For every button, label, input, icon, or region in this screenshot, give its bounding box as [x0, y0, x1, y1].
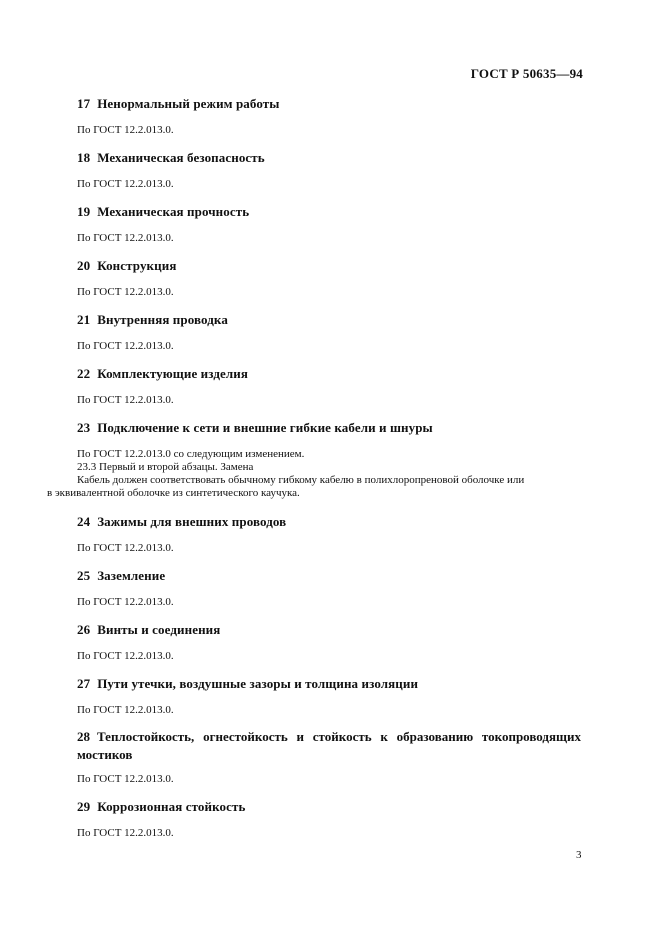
section-text: По ГОСТ 12.2.013.0 со следующим изменением.	[77, 448, 305, 460]
section-text: По ГОСТ 12.2.013.0.	[77, 542, 174, 554]
section-text: По ГОСТ 12.2.013.0.	[77, 286, 174, 298]
section-heading	[77, 312, 228, 328]
page-number: 3	[576, 849, 582, 861]
section-heading	[77, 799, 245, 815]
section-text: По ГОСТ 12.2.013.0.	[77, 650, 174, 662]
section-heading	[77, 258, 176, 274]
section-number: 25	[77, 568, 91, 583]
replacement-text-line: в эквивалентной оболочке из синтетического каучука.	[47, 487, 300, 499]
section-heading	[77, 420, 433, 436]
section-number: 23	[77, 420, 91, 435]
section-text: По ГОСТ 12.2.013.0.	[77, 704, 174, 716]
section-heading	[77, 366, 248, 382]
section-text: По ГОСТ 12.2.013.0.	[77, 124, 174, 136]
section-heading	[77, 150, 265, 166]
section-text: По ГОСТ 12.2.013.0.	[77, 232, 174, 244]
section-number: 18	[77, 150, 91, 165]
section-title: Конструкция	[97, 258, 177, 273]
section-heading	[77, 514, 286, 530]
amendment-clause: 23.3 Первый и второй абзацы. Замена	[77, 461, 254, 473]
section-number: 19	[77, 204, 91, 219]
section-number: 27	[77, 676, 91, 691]
section-title: Коррозионная стойкость	[97, 799, 246, 814]
section-title: Внутренняя проводка	[97, 312, 228, 327]
section-heading	[77, 728, 581, 764]
replacement-text-line: Кабель должен соответствовать обычному гибкому кабелю в полихлоропреновой оболочке или	[77, 474, 525, 486]
section-text: По ГОСТ 12.2.013.0.	[77, 773, 174, 785]
section-title: Комплектующие изделия	[97, 366, 249, 381]
section-heading	[77, 96, 279, 112]
section-heading	[77, 568, 165, 584]
section-number: 21	[77, 312, 91, 327]
section-text: По ГОСТ 12.2.013.0.	[77, 394, 174, 406]
section-text: По ГОСТ 12.2.013.0.	[77, 827, 174, 839]
section-title: Заземление	[97, 568, 166, 583]
section-title: Винты и соединения	[97, 622, 221, 637]
section-title: Механическая безопасность	[97, 150, 265, 165]
section-text: По ГОСТ 12.2.013.0.	[77, 178, 174, 190]
document-code: ГОСТ Р 50635—94	[470, 66, 583, 81]
section-title: Механическая прочность	[97, 204, 250, 219]
section-number: 22	[77, 366, 91, 381]
section-number: 20	[77, 258, 91, 273]
section-title: Подключение к сети и внешние гибкие кабели и шнуры	[97, 420, 433, 435]
section-title: Пути утечки, воздушные зазоры и толщина изоляции	[97, 676, 419, 691]
section-text: По ГОСТ 12.2.013.0.	[77, 596, 174, 608]
section-text: По ГОСТ 12.2.013.0.	[77, 340, 174, 352]
section-heading	[77, 622, 220, 638]
section-heading	[77, 676, 418, 692]
section-number: 26	[77, 622, 91, 637]
section-number: 24	[77, 514, 91, 529]
section-number: 29	[77, 799, 91, 814]
section-heading	[77, 204, 249, 220]
section-number: 17	[77, 96, 91, 111]
section-title: Ненормальный режим работы	[97, 96, 280, 111]
section-title: Теплостойкость, огнестойкость и стойкость к образованию токопроводящих мостиков	[77, 729, 581, 762]
section-number: 28	[77, 729, 90, 744]
section-title: Зажимы для внешних проводов	[97, 514, 287, 529]
